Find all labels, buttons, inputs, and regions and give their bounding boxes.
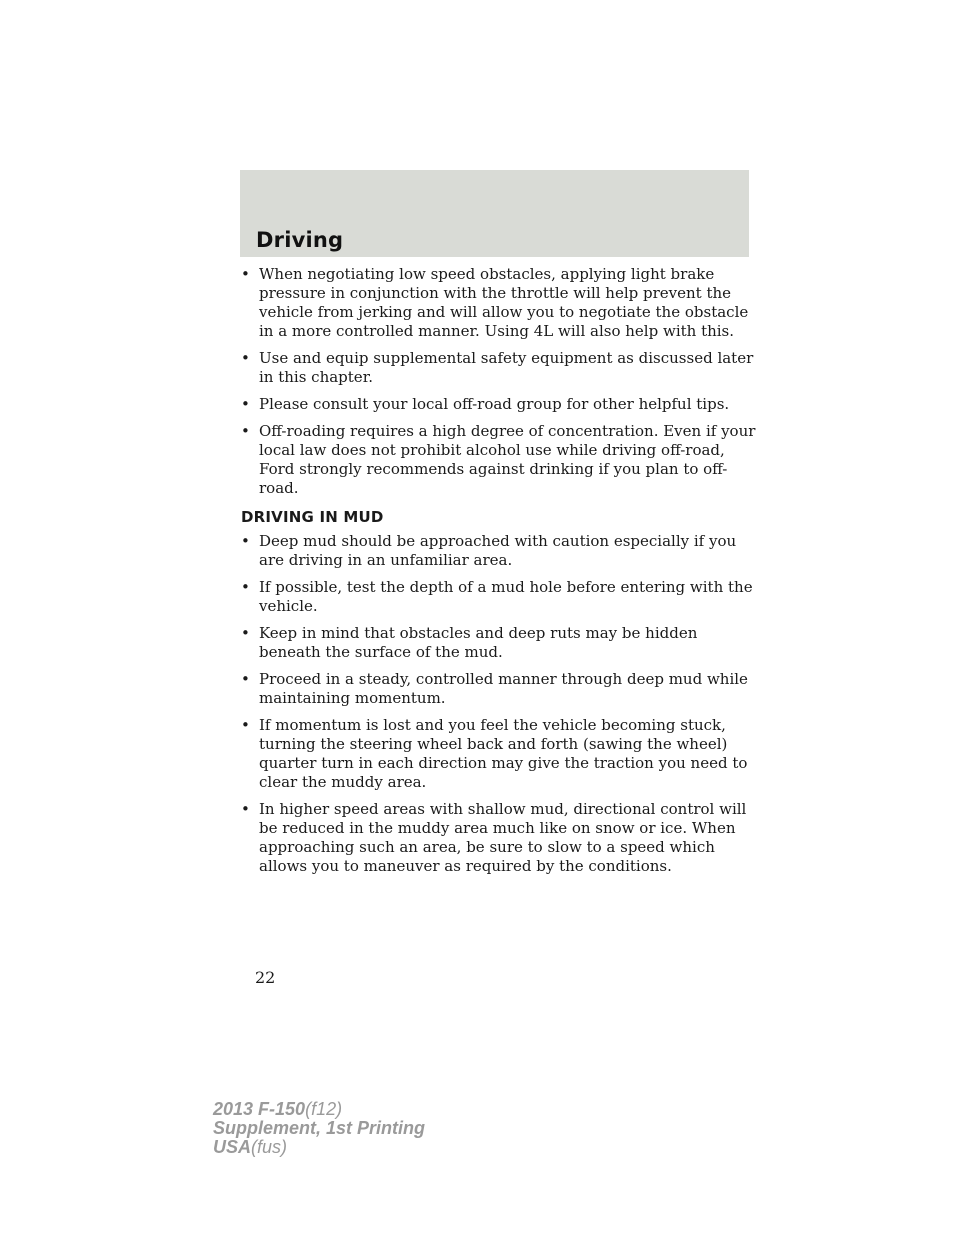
footer-line-model: 2013 F-150(f12)	[213, 1099, 343, 1119]
bullet-icon: •	[241, 624, 250, 642]
bullet-icon: •	[241, 578, 250, 596]
section-title: Driving	[256, 228, 344, 252]
list-item: • Deep mud should be approached with caution especially if you are driving in an unfamiliar area.	[241, 532, 737, 569]
bullet-icon: •	[241, 716, 250, 734]
section-header-band	[240, 170, 749, 257]
bullet-icon: •	[241, 422, 250, 440]
list-item: • Please consult your local off-road group for other helpful tips.	[241, 395, 730, 413]
list-item: • Use and equip supplemental safety equipment as discussed later in this chapter.	[241, 349, 754, 386]
page-number: 22	[255, 968, 276, 987]
list-item: • In higher speed areas with shallow mud, directional control will be reduced in the muddy area much like on snow or ice. When approaching such an area, be sure to slow to a speed which allows you to maneuver as required by the conditions.	[241, 800, 747, 875]
bullet-icon: •	[241, 349, 250, 367]
mud-section-heading: DRIVING IN MUD	[241, 508, 384, 526]
footer-line-printing: Supplement, 1st Printing	[213, 1118, 426, 1138]
list-item: • Off-roading requires a high degree of concentration. Even if your local law does not prohibit alcohol use while driving off-road, Ford strongly recommends against drinking if you plan to off-road.	[241, 422, 756, 497]
bullet-icon: •	[241, 532, 250, 550]
bullet-icon: •	[241, 800, 250, 818]
page-content	[241, 265, 761, 884]
intro-bullet-list	[241, 265, 761, 498]
bullet-icon: •	[241, 265, 250, 283]
mud-bullet-list	[241, 532, 761, 876]
list-item: • If momentum is lost and you feel the vehicle becoming stuck, turning the steering wheel back and forth (sawing the wheel) quarter turn in each direction may give the traction you need to clear the muddy area.	[241, 716, 748, 791]
list-item: • Keep in mind that obstacles and deep ruts may be hidden beneath the surface of the mud.	[241, 624, 698, 661]
footer-line-region: USA(fus)	[213, 1137, 288, 1157]
list-item: • If possible, test the depth of a mud hole before entering with the vehicle.	[241, 578, 753, 615]
list-item: • Proceed in a steady, controlled manner through deep mud while maintaining momentum.	[241, 670, 748, 707]
list-item: • When negotiating low speed obstacles, applying light brake pressure in conjunction with the throttle will help prevent the vehicle from jerking and will allow you to negotiate the obstacle in a more controlled manner. Using 4L will also help with this.	[241, 265, 749, 340]
bullet-icon: •	[241, 670, 250, 688]
print-footer	[213, 1100, 425, 1157]
bullet-icon: •	[241, 395, 250, 413]
